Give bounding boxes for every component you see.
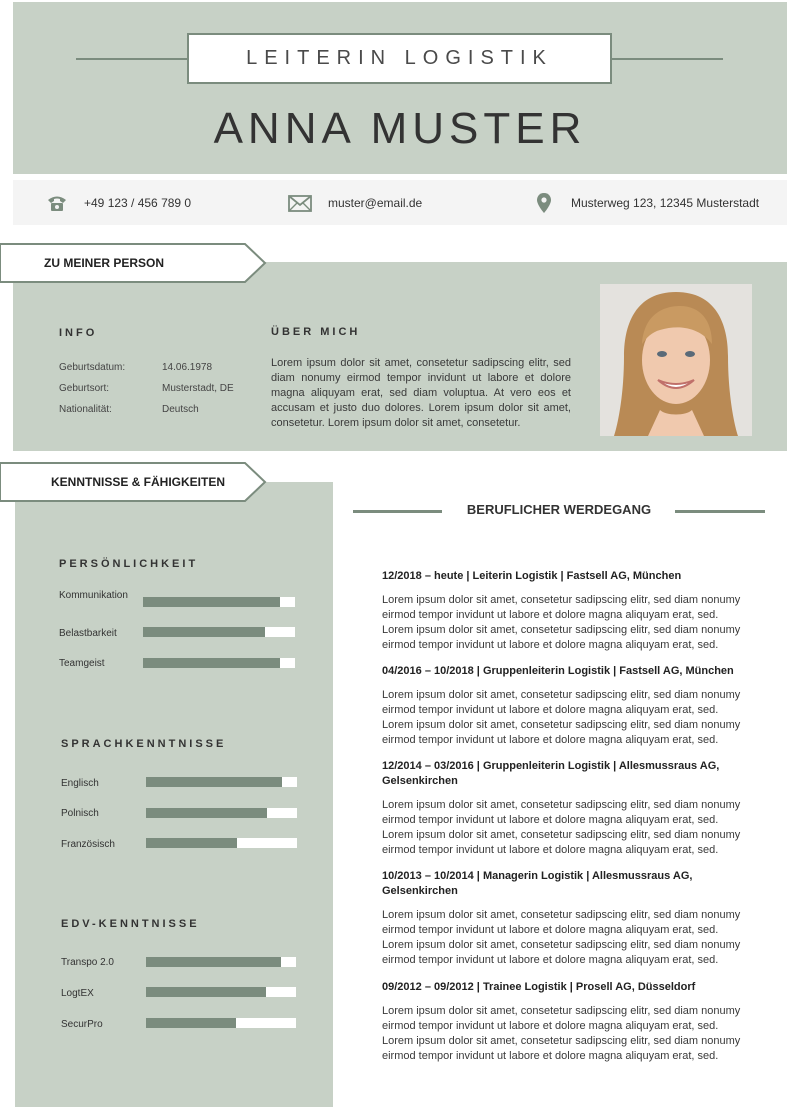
skill-bar-fill <box>143 658 280 668</box>
career-entry-desc: Lorem ipsum dolor sit amet, consetetur sadipscing elitr, sed diam nonumy eirmod tempor invidunt ut labore et dolore magna aliquyam erat, sed. Lorem ipsum dolor sit amet, consetetur sadipscing elitr, sed diam nonumy eirmod tempor invidunt ut labore et dolore magna aliquyam erat, sed. <box>382 594 741 651</box>
skill-bar <box>146 808 297 818</box>
skill-bar <box>143 658 295 668</box>
career-entry-desc: Lorem ipsum dolor sit amet, consetetur sadipscing elitr, sed diam nonumy eirmod tempor invidunt ut labore et dolore magna aliquyam erat, sed. Lorem ipsum dolor sit amet, consetetur sadipscing elitr, sed diam nonumy eirmod tempor invidunt ut labore et dolore magna aliquyam erat, sed. <box>382 689 741 746</box>
career-rule-right <box>675 510 765 513</box>
job-title: LEITERIN LOGISTIK <box>246 47 553 69</box>
info-value: Musterstadt, DE <box>162 383 234 394</box>
candidate-name: ANNA MUSTER <box>213 104 587 153</box>
skill-label: Transpo 2.0 <box>61 957 114 968</box>
envelope-icon <box>288 195 312 217</box>
career-entry-desc: Lorem ipsum dolor sit amet, consetetur sadipscing elitr, sed diam nonumy eirmod tempor invidunt ut labore et dolore magna aliquyam erat, sed. Lorem ipsum dolor sit amet, consetetur sadipscing elitr, sed diam nonumy eirmod tempor invidunt ut labore et dolore magna aliquyam erat, sed. <box>382 909 741 966</box>
profile-photo <box>600 284 752 436</box>
info-label: Geburtsdatum: <box>59 362 126 373</box>
about-heading: ÜBER MICH <box>271 326 361 338</box>
skill-label: SecurPro <box>61 1019 103 1030</box>
skill-bar <box>143 597 295 607</box>
job-title-box <box>187 33 612 84</box>
skill-bar <box>146 957 296 967</box>
skill-bar <box>146 987 296 997</box>
career-entry-head: 04/2016 – 10/2018 | Gruppenleiterin Logistik | Fastsell AG, München <box>382 665 734 677</box>
skill-bar-fill <box>146 1018 236 1028</box>
skills-group-heading: EDV-KENNTNISSE <box>61 918 200 930</box>
skill-bar-fill <box>146 777 282 787</box>
tab-person <box>0 243 268 283</box>
contact-email: muster@email.de <box>328 196 423 210</box>
skill-bar-fill <box>146 838 237 848</box>
career-entry-head: 12/2018 – heute | Leiterin Logistik | Fastsell AG, München <box>382 570 682 582</box>
info-value: 14.06.1978 <box>162 362 213 373</box>
person-panel <box>13 262 787 451</box>
career-rule-left <box>353 510 442 513</box>
info-value: Deutsch <box>162 404 199 415</box>
skill-bar <box>146 777 297 787</box>
career-entry <box>382 980 748 1064</box>
skill-label: Belastbarkeit <box>59 628 117 639</box>
skill-label: Französisch <box>61 839 115 850</box>
skill-label: LogtEX <box>61 988 94 999</box>
header-rule-left <box>76 58 188 60</box>
info-label: Nationalität: <box>59 404 112 415</box>
skill-bar-fill <box>146 987 266 997</box>
career-entry-desc: Lorem ipsum dolor sit amet, consetetur sadipscing elitr, sed diam nonumy eirmod tempor invidunt ut labore et dolore magna aliquyam erat, sed. Lorem ipsum dolor sit amet, consetetur sadipscing elitr, sed diam nonumy eirmod tempor invidunt ut labore et dolore magna aliquyam erat, sed. <box>382 1005 741 1062</box>
skill-bar-fill <box>146 808 267 818</box>
skill-label: Teamgeist <box>59 658 105 669</box>
skill-bar <box>146 1018 296 1028</box>
contact-phone: +49 123 / 456 789 0 <box>84 196 192 210</box>
info-heading: INFO <box>59 327 98 339</box>
phone-icon <box>46 194 68 217</box>
skill-bar <box>146 838 297 848</box>
skill-bar-fill <box>143 597 280 607</box>
skill-label: Kommunikation <box>59 590 128 601</box>
career-entry <box>382 569 748 653</box>
career-entry-head: 09/2012 – 09/2012 | Trainee Logistik | Prosell AG, Düsseldorf <box>382 981 696 993</box>
skill-label: Englisch <box>61 778 99 789</box>
career-entry <box>382 869 748 968</box>
map-pin-icon <box>537 193 551 218</box>
career-entry <box>382 759 748 858</box>
career-entry-desc: Lorem ipsum dolor sit amet, consetetur sadipscing elitr, sed diam nonumy eirmod tempor invidunt ut labore et dolore magna aliquyam erat, sed. Lorem ipsum dolor sit amet, consetetur sadipscing elitr, sed diam nonumy eirmod tempor invidunt ut labore et dolore magna aliquyam erat, sed. <box>382 799 741 856</box>
contact-bar <box>13 180 787 225</box>
contact-address: Musterweg 123, 12345 Musterstadt <box>571 196 760 210</box>
tab-skills-label: KENNTNISSE & FÄHIGKEITEN <box>51 475 226 489</box>
career-entry-head: 12/2014 – 03/2016 | Gruppenleiterin Logistik | Allesmussraus AG, Gelsenkirchen <box>382 760 720 787</box>
about-text: Lorem ipsum dolor sit amet, consetetur sadipscing elitr, sed diam nonumy eirmod tempor invidunt ut labore et dolore magna aliquyam erat, sed diam voluptua. At vero eos et accusam et justo duo dolores. Lorem ipsum dolor sit amet, consetetur. Lorem ipsum dolor sit amet, consetetur. <box>271 357 571 429</box>
header-rule-right <box>611 58 723 60</box>
tab-skills <box>0 462 268 502</box>
career-title: BERUFLICHER WERDEGANG <box>466 502 652 517</box>
skills-group-heading: SPRACHKENNTNISSE <box>61 738 227 750</box>
skill-bar-fill <box>146 957 281 967</box>
career-entry-head: 10/2013 – 10/2014 | Managerin Logistik | Allesmussraus AG, Gelsenkirchen <box>382 870 693 897</box>
career-entry <box>382 664 748 748</box>
skill-bar-fill <box>143 627 265 637</box>
skills-panel <box>15 482 333 1107</box>
skill-label: Polnisch <box>61 808 99 819</box>
tab-person-label: ZU MEINER PERSON <box>44 256 165 270</box>
skill-bar <box>143 627 295 637</box>
cv-header <box>13 2 787 174</box>
info-label: Geburtsort: <box>59 383 110 394</box>
skills-group-heading: PERSÖNLICHKEIT <box>59 558 199 570</box>
